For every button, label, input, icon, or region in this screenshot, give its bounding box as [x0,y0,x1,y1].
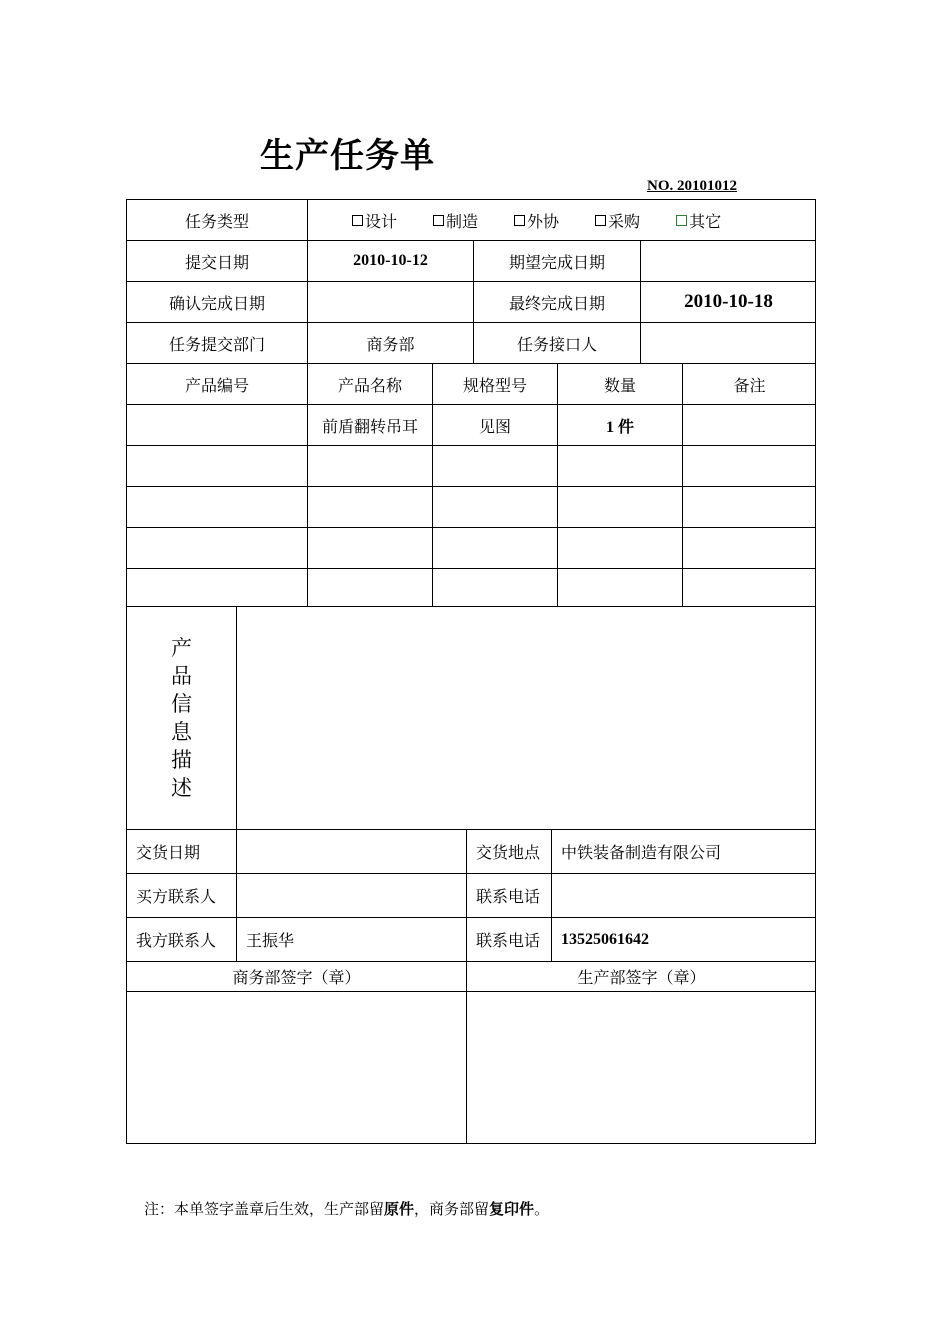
table-cell[interactable] [558,528,683,569]
table-cell[interactable] [308,528,433,569]
table-cell[interactable]: 前盾翻转吊耳 [308,405,433,446]
buyer-contact-value[interactable] [237,874,467,918]
task-type-options [308,200,816,241]
col-header-product-no: 产品编号 [127,364,308,405]
table-cell[interactable] [308,569,433,607]
checkbox-purchase[interactable]: 采购 [595,209,640,232]
buyer-contact-label: 买方联系人 [127,874,237,918]
checkbox-icon [676,215,687,226]
table-cell[interactable] [433,528,558,569]
production-signature-area[interactable] [467,992,816,1143]
table-cell[interactable] [683,405,816,446]
confirm-date-value[interactable] [308,282,474,323]
dept-value[interactable]: 商务部 [308,323,474,364]
table-cell[interactable]: 1 件 [558,405,683,446]
col-header-product-name: 产品名称 [308,364,433,405]
our-contact-label: 我方联系人 [127,918,237,962]
task-form [126,199,816,1144]
our-phone-value[interactable]: 13525061642 [552,918,816,962]
table-cell[interactable] [683,528,816,569]
table-cell[interactable] [683,487,816,528]
col-header-remark: 备注 [683,364,816,405]
final-date-label: 最终完成日期 [474,282,641,323]
page-title: 生产任务单 [260,136,435,176]
task-type-label: 任务类型 [127,200,308,241]
table-cell[interactable] [558,487,683,528]
description-label: 产 品 信 息 描 述 [127,607,237,830]
business-signature-area[interactable] [127,992,467,1143]
checkbox-other[interactable]: 其它 [676,209,721,232]
expected-date-label: 期望完成日期 [474,241,641,282]
table-cell[interactable] [433,569,558,607]
checkbox-outsource[interactable]: 外协 [514,209,559,232]
receiver-label: 任务接口人 [474,323,641,364]
document-number: NO. 20101012 [647,178,737,194]
checkbox-icon [433,215,444,226]
buyer-phone-label: 联系电话 [467,874,552,918]
submit-date-value[interactable]: 2010-10-12 [308,241,474,282]
col-header-quantity: 数量 [558,364,683,405]
checkbox-icon [595,215,606,226]
delivery-date-value[interactable] [237,830,467,874]
our-contact-value[interactable]: 王振华 [237,918,467,962]
delivery-place-value[interactable]: 中铁装备制造有限公司 [552,830,816,874]
buyer-phone-value[interactable] [552,874,816,918]
table-cell[interactable] [683,569,816,607]
our-phone-label: 联系电话 [467,918,552,962]
table-cell[interactable] [127,569,308,607]
production-signature-label: 生产部签字（章） [467,962,816,992]
confirm-date-label: 确认完成日期 [127,282,308,323]
description-field[interactable] [237,607,816,830]
table-cell[interactable] [558,446,683,487]
table-cell[interactable] [127,528,308,569]
checkbox-design[interactable]: 设计 [352,209,397,232]
checkbox-manufacture[interactable]: 制造 [433,209,478,232]
table-cell[interactable] [308,446,433,487]
table-cell[interactable] [127,446,308,487]
expected-date-value[interactable] [641,241,816,282]
dept-label: 任务提交部门 [127,323,308,364]
table-cell[interactable] [433,487,558,528]
submit-date-label: 提交日期 [127,241,308,282]
table-cell[interactable] [127,487,308,528]
business-signature-label: 商务部签字（章） [127,962,467,992]
final-date-value[interactable]: 2010-10-18 [641,282,816,323]
receiver-value[interactable] [641,323,816,364]
col-header-spec: 规格型号 [433,364,558,405]
checkbox-icon [352,215,363,226]
delivery-date-label: 交货日期 [127,830,237,874]
footnote: 注：本单签字盖章后生效，生产部留原件，商务部留复印件。 [144,1200,550,1218]
checkbox-icon [514,215,525,226]
table-cell[interactable] [558,569,683,607]
table-cell[interactable] [683,446,816,487]
table-cell[interactable] [127,405,308,446]
table-cell[interactable] [433,446,558,487]
table-cell[interactable]: 见图 [433,405,558,446]
delivery-place-label: 交货地点 [467,830,552,874]
table-cell[interactable] [308,487,433,528]
